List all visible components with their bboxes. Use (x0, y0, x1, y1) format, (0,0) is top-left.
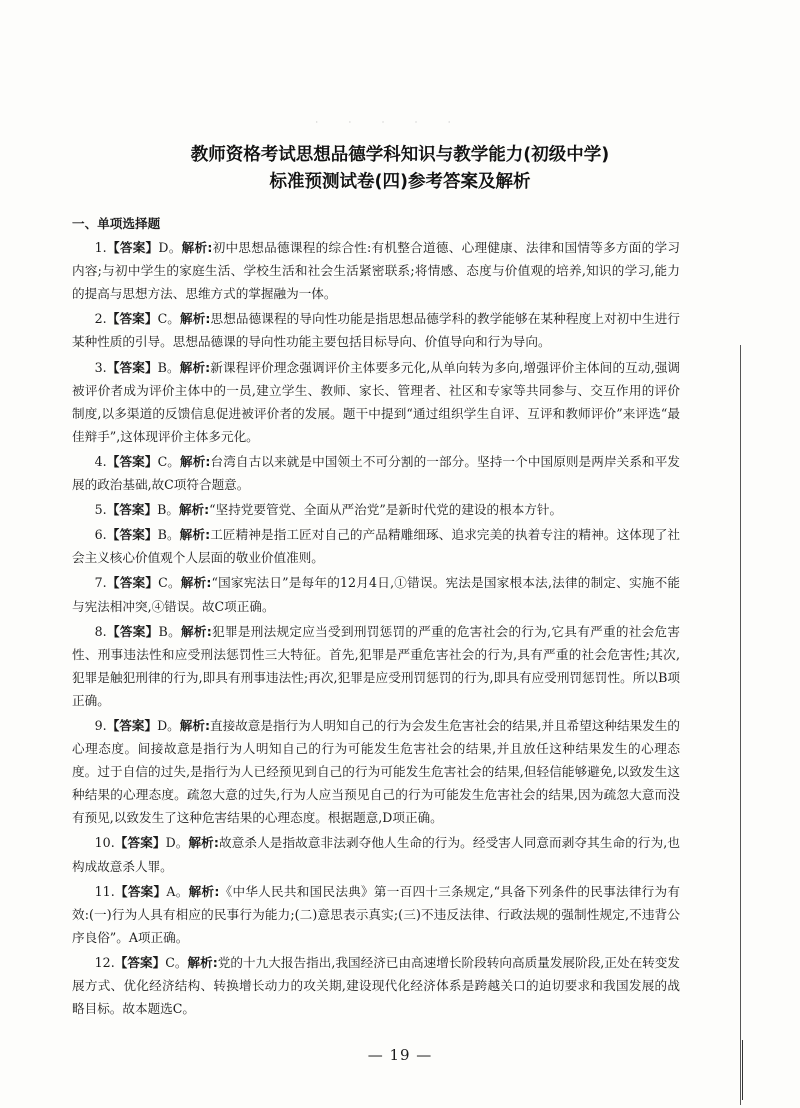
answer-label: 【答案】 (106, 575, 159, 591)
answer-item (72, 571, 680, 617)
answer-label: 【答案】 (106, 453, 158, 469)
title-line-2: 标准预测试卷(四)参考答案及解析 (269, 172, 531, 192)
answer-item (72, 236, 680, 305)
item-number: 7. (94, 575, 107, 591)
analysis-text: “坚持党要管党、全面从严治党”是新时代党的建设的根本方针。 (209, 502, 563, 518)
analysis-label: 解析: (181, 240, 213, 256)
analysis-text: 思想品德课程的导向性功能是指思想品德学科的教学能够在某种程度上对初中生进行某种性质的引导。思想品德课的导向性功能主要包括目标导向、价值导向和行为导向。 (72, 311, 681, 350)
page-number: — 19 — (367, 1046, 433, 1064)
answer-label: 【答案】 (106, 623, 159, 639)
analysis-label: 解析: (188, 883, 220, 899)
answer-label: 【答案】 (106, 311, 158, 327)
analysis-text: 台湾自古以来就是中国领土不可分割的一部分。坚持一个中国原则是两岸关系和平发展的政治基础,故C项符合题意。 (72, 453, 681, 493)
analysis-label: 解析: (180, 453, 211, 469)
analysis-label: 解析: (179, 359, 211, 375)
answer-label: 【答案】 (114, 835, 166, 851)
analysis-label: 解析: (188, 835, 219, 851)
answer-letter: B。 (157, 359, 180, 375)
answer-letter: B。 (158, 623, 181, 639)
analysis-text: 故意杀人是指故意非法剥夺他人生命的行为。经受害人同意而剥夺其生命的行为,也构成故意杀人罪。 (72, 835, 680, 874)
answer-label: 【答案】 (106, 359, 158, 375)
answer-label: 【答案】 (106, 717, 158, 733)
answer-letter: B。 (157, 502, 179, 518)
analysis-text: “国家宪法日”是每年的12月4日,①错误。宪法是国家根本法,法律的制定、实施不能与宪法相冲突,④错误。故C项正确。 (72, 575, 681, 614)
item-number: 8. (94, 623, 107, 639)
item-number: 12. (94, 954, 115, 970)
analysis-text: 新课程评价理念强调评价主体要多元化,从单向转为多向,增强评价主体间的互动,强调被评价者成为评价主体中的一员,建立学生、教师、家长、管理者、社区和专家等共同参与、交互作用的评价制度,以多渠道的反馈信息促进被评价者的发展。题干中提到“通过组织学生自评、互评和教师评价”来评选“最佳辩手”,这体现评价主体多元化。 (72, 359, 680, 444)
answer-label: 【答案】 (106, 502, 158, 518)
answer-item (72, 831, 680, 877)
analysis-text: 《中华人民共和国民法典》第一百四十三条规定,“具备下列条件的民事法律行为有效:(一)行为人具有相应的民事行为能力;(二)意思表示真实;(三)不违反法律、行政法规的强制性规定,不违背公序良俗”。A项正确。 (72, 883, 680, 945)
answer-letter: A。 (166, 883, 189, 899)
analysis-label: 解析: (180, 575, 212, 591)
answer-item (72, 356, 680, 448)
answer-item (72, 714, 680, 829)
answer-item (72, 951, 680, 1020)
answer-letter: C。 (157, 453, 181, 469)
answer-letter: D。 (158, 240, 182, 256)
answer-label: 【答案】 (106, 240, 159, 256)
analysis-label: 解析: (180, 311, 211, 327)
answer-letter: C。 (158, 575, 181, 591)
analysis-label: 解析: (187, 954, 218, 970)
item-number: 9. (94, 717, 107, 733)
answer-letter: C。 (157, 311, 181, 327)
analysis-label: 解析: (180, 623, 212, 639)
item-number: 10. (94, 835, 115, 851)
answer-letter: D。 (165, 835, 189, 851)
answer-label: 【答案】 (114, 954, 166, 970)
answer-label: 【答案】 (106, 527, 158, 543)
answer-letter: C。 (165, 954, 188, 970)
answer-item (72, 880, 680, 949)
answer-content (72, 212, 680, 1022)
analysis-text: 党的十九大报告指出,我国经济已由高速增长阶段转向高质量发展阶段,正处在转变发展方式、优化经济结构、转换增长动力的攻关期,建设现代化经济体系是跨越关口的迫切要求和我国发展的战略目标。故本题选C。 (72, 954, 681, 1017)
decorative-dots: · · · · · (315, 118, 465, 127)
item-number: 1. (94, 240, 107, 256)
answer-letter: B。 (157, 527, 180, 543)
answer-item (72, 498, 680, 521)
title-line-1: 教师资格考试思想品德学科知识与教学能力(初级中学) (190, 145, 610, 165)
item-number: 2. (94, 311, 107, 327)
item-number: 3. (94, 359, 107, 375)
answer-label: 【答案】 (114, 883, 167, 899)
item-number: 6. (94, 527, 107, 543)
answer-item (72, 307, 680, 353)
section-title: 一、单项选择题 (72, 216, 161, 231)
scan-edge-line (742, 1040, 743, 1100)
analysis-label: 解析: (179, 717, 211, 733)
scan-edge-line (740, 345, 741, 1105)
answer-item (72, 450, 680, 496)
item-number: 11. (94, 883, 115, 899)
answer-letter: D。 (157, 717, 180, 733)
item-number: 4. (94, 453, 107, 469)
item-number: 5. (94, 502, 107, 518)
answer-item (72, 620, 680, 712)
document-title (0, 142, 800, 196)
analysis-text: 直接故意是指行为人明知自己的行为会发生危害社会的结果,并且希望这种结果发生的心理态度。间接故意是指行为人明知自己的行为可能发生危害社会的结果,并且放任这种结果发生的心理态度。过于自信的过失,是指行为人已经预见到自己的行为可能发生危害社会的结果,但轻信能够避免,以致发生这种结果的心理态度。疏忽大意的过失,行为人应当预见自己的行为可能发生危害社会的结果,因为疏忽大意而没有预见,以致发生了这种危害结果的心理态度。根据题意,D项正确。 (72, 717, 680, 826)
analysis-text: 初中思想品德课程的综合性:有机整合道德、心理健康、法律和国情等多方面的学习内容;与初中学生的家庭生活、学校生活和社会生活紧密联系;将情感、态度与价值观的培养,知识的学习,能力的提高与思想方法、思维方式的掌握融为一体。 (72, 240, 680, 302)
analysis-label: 解析: (178, 502, 210, 518)
answer-item (72, 523, 680, 569)
analysis-text: 犯罪是刑法规定应当受到刑罚惩罚的严重的危害社会的行为,它具有严重的社会危害性、刑事违法性和应受刑法惩罚性三大特征。首先,犯罪是严重危害社会的行为,具有严重的社会危害性;其次,犯罪是触犯刑律的行为,即具有刑事违法性;再次,犯罪是应受刑罚惩罚的行为,即具有应受刑罚惩罚性。所以B项正确。 (72, 623, 680, 708)
analysis-text: 工匠精神是指工匠对自己的产品精雕细琢、追求完美的执着专注的精神。这体现了社会主义核心价值观个人层面的敬业价值准则。 (72, 527, 680, 566)
analysis-label: 解析: (179, 527, 211, 543)
